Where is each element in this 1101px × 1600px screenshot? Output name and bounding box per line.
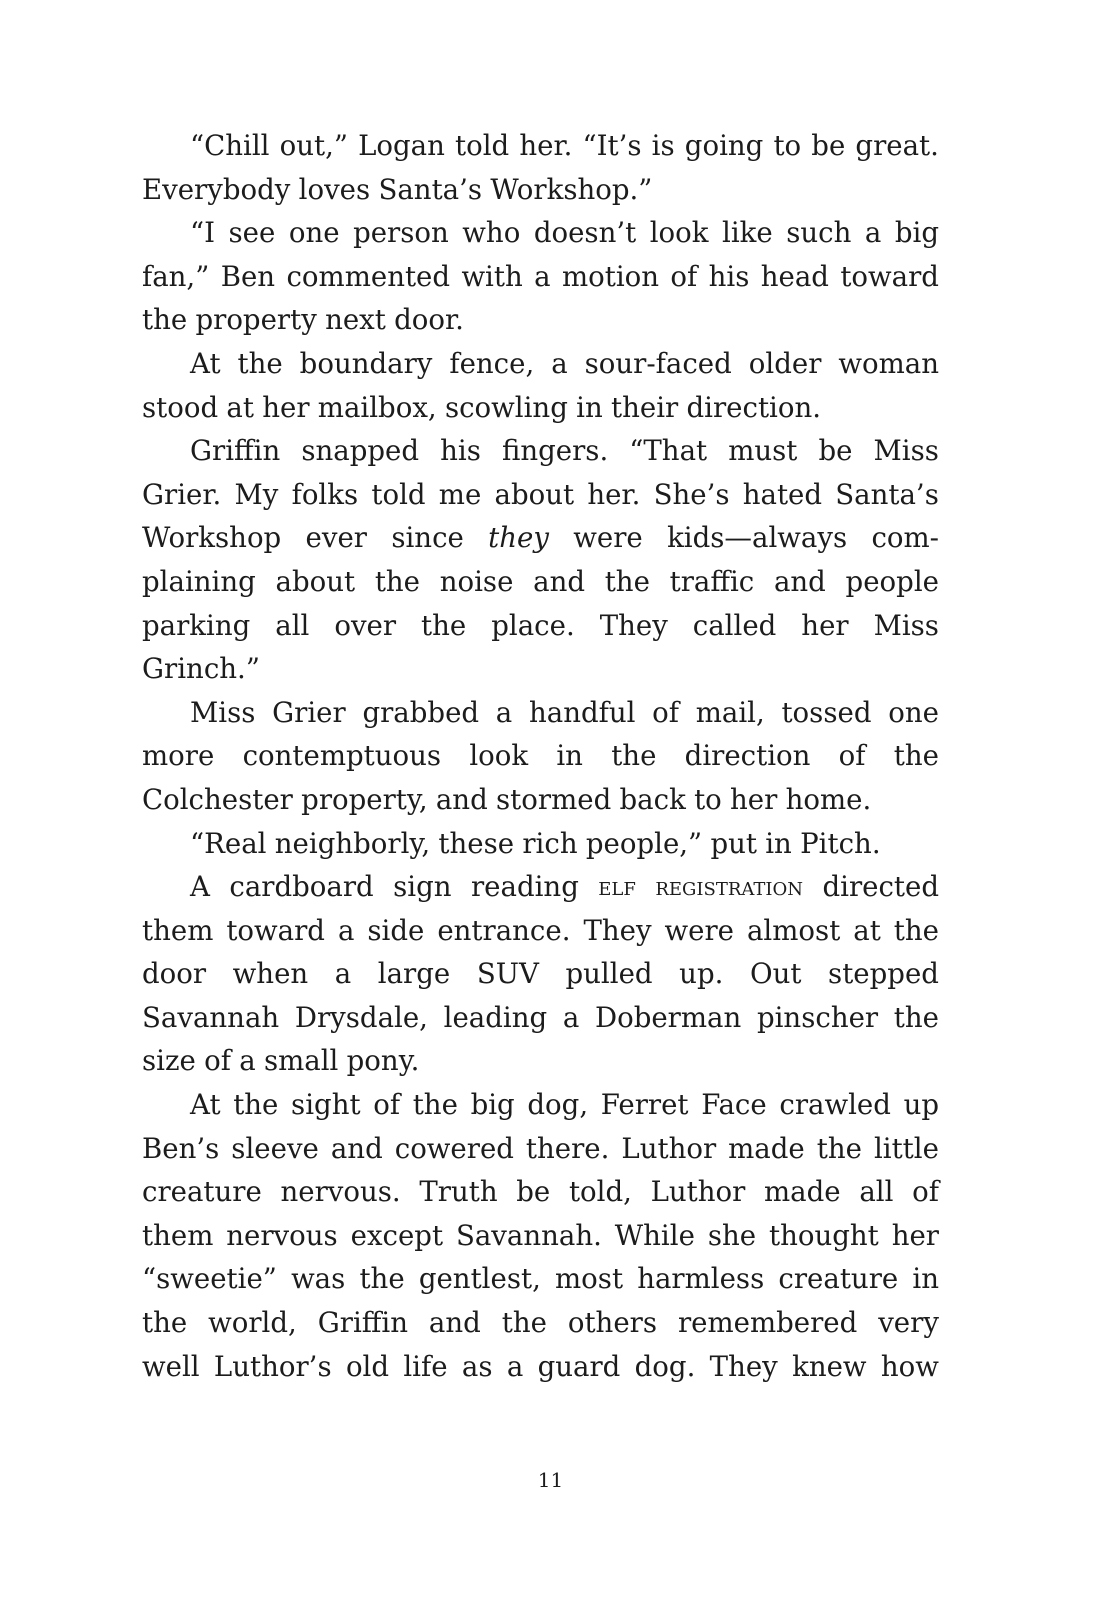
text-line: parking all over the place. They called her Miss [142,608,939,642]
text-line: more contemptuous look in the direction of the [142,739,939,773]
text-line: door when a large SUV pulled up. Out stepped [142,957,939,991]
text-line: them toward a side entrance. They were almost at the [142,913,939,947]
text-line: the property next door. [142,303,464,337]
body-text [142,124,939,1388]
text-line: Workshop ever since they were kids—always com- [142,521,939,555]
text-line: Savannah Drysdale, leading a Doberman pinscher the [142,1000,939,1034]
text-line: At the sight of the big dog, Ferret Face crawled up [190,1088,939,1122]
text-line: creature nervous. Truth be told, Luthor made all of [142,1175,939,1209]
text-line: Grier. My folks told me about her. She’s hated Santa’s [142,477,939,511]
text-line: fan,” Ben commented with a motion of his head toward [142,259,939,293]
text-line: Miss Grier grabbed a handful of mail, tossed one [190,695,939,729]
text-line: plaining about the noise and the traffic and people [142,564,939,598]
text-line: “sweetie” was the gentlest, most harmless creature in [142,1262,939,1296]
text-line: Colchester property, and stormed back to her home. [142,782,872,816]
text-line: size of a small pony. [142,1044,420,1078]
text-line: “Real neighborly, these rich people,” put in Pitch. [190,826,881,860]
text-line: “Chill out,” Logan told her. “It’s is going to be great. [190,129,939,162]
page-number: 11 [537,1468,564,1492]
text-line: well Luthor’s old life as a guard dog. They knew how [142,1349,939,1383]
text-line: Grinch.” [142,652,260,686]
text-line: Griffin snapped his fingers. “That must be Miss [190,434,939,468]
text-line: the world, Griffin and the others remembered very [142,1306,939,1340]
text-line: Everybody loves Santa’s Workshop.” [142,172,653,206]
text-line: “I see one person who doesn’t look like such a big [190,216,939,250]
text-line: A cardboard sign reading elf registration directed [190,870,939,904]
text-line: At the boundary fence, a sour-faced older woman [190,346,939,380]
text-line: them nervous except Savannah. While she thought her [142,1218,939,1252]
text-line: stood at her mailbox, scowling in their direction. [142,390,822,424]
text-line: Ben’s sleeve and cowered there. Luthor made the little [142,1131,939,1165]
